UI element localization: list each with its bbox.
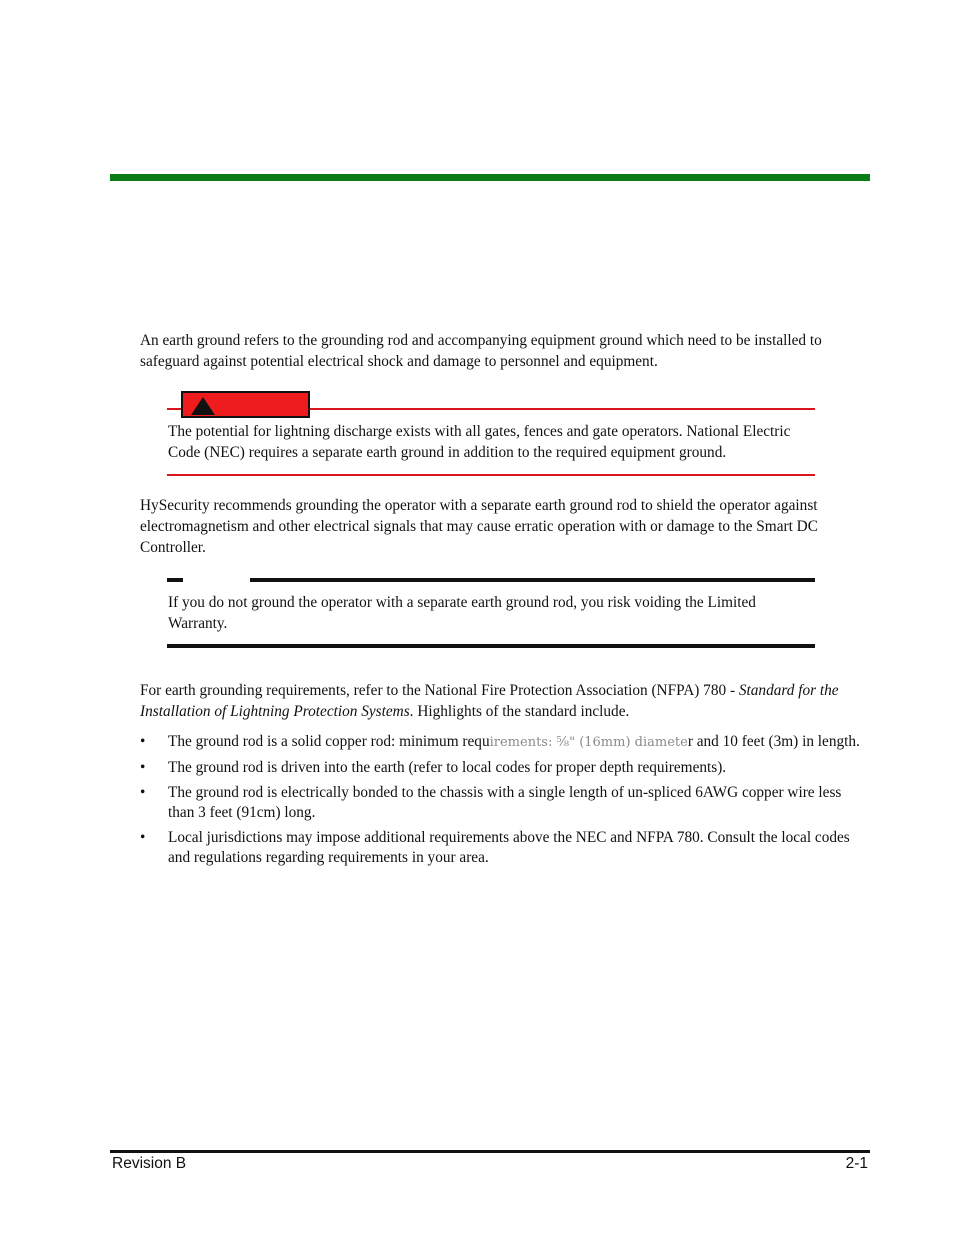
note-text: If you do not ground the operator with a separate earth ground rod, you risk voiding the Limited Warranty. [168,594,756,632]
page-number: 2-1 [845,1155,868,1172]
intro-paragraph: An earth ground refers to the grounding rod and accompanying equipment ground which need to be installed to safeguard against potential electrical shock and damage to personnel and equipment. [140,332,822,370]
note-top-rule [250,578,815,582]
list-item: • The ground rod is electrically bonded to the chassis with a single length of un-spliced 6AWG copper wire less than 3 feet (91cm) long. [140,784,842,821]
requirements-paragraph [140,680,868,722]
bullet-icon: • [140,784,146,801]
note-label-stub [167,578,183,582]
list-item: • Local jurisdictions may impose additional requirements above the NEC and NFPA 780. Consult the local codes and regulations regarding requirements in your area. [140,829,850,866]
requirements-lead: For earth grounding requirements, refer to the National Fire Protection Association (NFPA) 780 - [140,682,739,699]
header-rule [110,174,870,181]
warning-text: The potential for lightning discharge exists with all gates, fences and gate operators. National Electric Code (NEC) requires a separate earth ground in addition to the required equipment ground. [168,423,791,461]
bullet-icon: • [140,733,146,750]
standard-title: Standard for the Installation of Lightning Protection Systems [140,682,839,720]
requirements-list [140,732,868,873]
footer-revision: Revision B [112,1155,187,1172]
list-item: • The ground rod is driven into the earth (refer to local codes for proper depth requirements). [140,759,727,776]
list-item: • The ground rod is a solid copper rod: minimum requirements: ⅝" (16mm) diameter and 10 feet (3m) in length. [140,733,860,750]
footer-rule [110,1150,870,1153]
note-bottom-rule [167,644,815,648]
warning-triangle-icon [190,396,216,416]
requirements-tail: . Highlights of the standard include. [409,703,630,720]
warning-label [181,391,310,418]
recommendation-paragraph: HySecurity recommends grounding the operator with a separate earth ground rod to shield the operator against electromagnetism and other electrical signals that may cause erratic operation with or damage to the Smart DC Controller. [140,497,818,556]
bullet-icon: • [140,759,146,776]
bullet-icon: • [140,829,146,846]
warning-bottom-rule [167,474,815,476]
